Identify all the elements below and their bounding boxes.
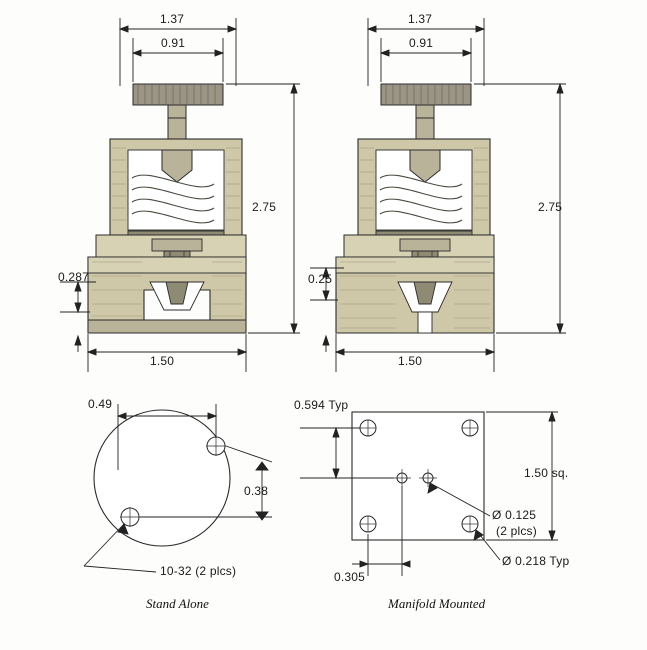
note-small-hole-qty: (2 plcs) bbox=[496, 524, 537, 538]
dim-bottom-hole-offset-049: 0.49 bbox=[88, 397, 113, 411]
dim-stand-alone-height-275: 2.75 bbox=[252, 200, 277, 214]
dim-stand-alone-width-137: 1.37 bbox=[160, 12, 185, 26]
dim-stand-alone-base-150: 1.50 bbox=[150, 354, 175, 368]
note-small-hole-dia: Ø 0.125 bbox=[492, 508, 537, 522]
dim-manifold-width-137: 1.37 bbox=[408, 12, 433, 26]
dim-manifold-plate-150sq: 1.50 sq. bbox=[524, 466, 569, 480]
note-corner-hole-dia: Ø 0.218 Typ bbox=[502, 554, 570, 568]
manifold-mounted-section-view bbox=[310, 18, 566, 372]
dim-manifold-hole-pitch-0594: 0.594 Typ bbox=[294, 398, 349, 412]
dim-bottom-hole-offset-038: 0.38 bbox=[244, 484, 269, 498]
dim-stand-alone-width-091: 0.91 bbox=[161, 36, 186, 50]
dim-manifold-base-150: 1.50 bbox=[398, 354, 423, 368]
note-thread-10-32: 10-32 (2 plcs) bbox=[160, 564, 237, 578]
manifold-bottom-view bbox=[300, 412, 558, 576]
caption-stand-alone: Stand Alone bbox=[146, 596, 209, 611]
dim-manifold-width-091: 0.91 bbox=[409, 36, 434, 50]
dim-manifold-height-275: 2.75 bbox=[538, 200, 563, 214]
caption-manifold-mounted: Manifold Mounted bbox=[388, 596, 486, 611]
dim-manifold-hole-offset-0305: 0.305 bbox=[334, 570, 366, 584]
dim-manifold-face-025: 0.25 bbox=[308, 272, 333, 286]
stand-alone-section-view bbox=[60, 18, 300, 372]
dim-stand-alone-port-0287: 0.287 bbox=[58, 270, 90, 284]
